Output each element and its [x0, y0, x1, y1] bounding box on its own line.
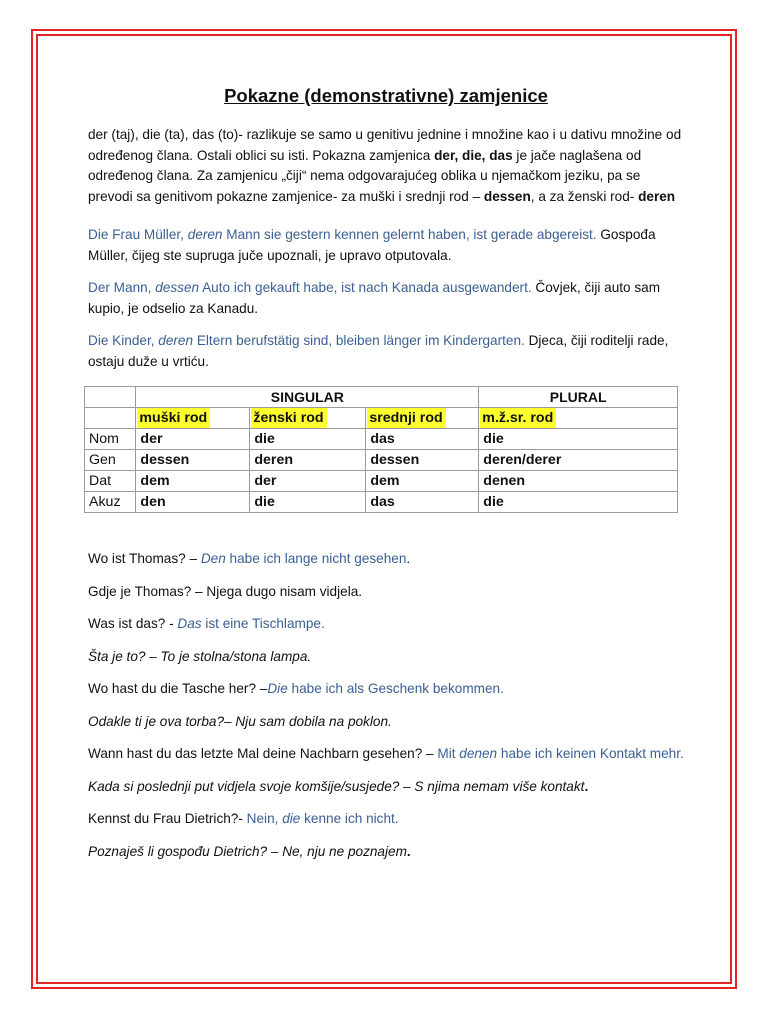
table-row — [85, 450, 678, 471]
intro-bold-1: der, die, das — [434, 147, 513, 163]
gender-header-cell — [479, 408, 678, 429]
table-cell: die — [479, 492, 678, 513]
table-row — [85, 492, 678, 513]
table-cell: die — [479, 429, 678, 450]
table-row — [85, 429, 678, 450]
dialog-line-german: Was ist das? - Das ist eine Tischlampe. — [88, 616, 325, 631]
example-pronoun: dessen — [155, 280, 200, 295]
case-label: Gen — [85, 450, 136, 471]
table-cell: dessen — [366, 450, 479, 471]
intro-bold-2: dessen — [483, 188, 531, 204]
example-translation: Čovjek, čiji auto sam kupio, je odselio za Kanadu. — [88, 280, 661, 316]
table-row — [85, 471, 678, 492]
table-cell: dessen — [136, 450, 250, 471]
example-german: Die Kinder, — [88, 333, 159, 348]
table-cell: denen — [479, 471, 678, 492]
table-corner-cell — [85, 387, 136, 408]
dialog-line-german: Kennst du Frau Dietrich?- Nein, die kenne ich nicht. — [88, 811, 399, 826]
example-german: Mann sie gestern kennen gelernt haben, ist gerade abgereist. — [222, 227, 597, 242]
example-sentence — [88, 225, 684, 266]
gender-plural: m.ž.sr. rod — [480, 408, 556, 428]
dialog-line-german: Wann hast du das letzte Mal deine Nachbarn gesehen? – Mit denen habe ich keinen Kontakt mehr. — [88, 746, 684, 761]
gender-masculine: muški rod — [137, 408, 210, 428]
table-header-row — [85, 387, 678, 408]
case-label: Nom — [85, 429, 136, 450]
case-label: Dat — [85, 471, 136, 492]
page-title: Pokazne (demonstrativne) zamjenice — [224, 85, 548, 106]
intro-text-3: , a za ženski rod- — [530, 188, 639, 204]
gender-header-cell — [250, 408, 366, 429]
table-cell: das — [366, 429, 479, 450]
table-cell: der — [136, 429, 250, 450]
intro-paragraph — [88, 125, 684, 207]
gender-header-cell — [366, 408, 479, 429]
case-label: Akuz — [85, 492, 136, 513]
table-cell: deren/derer — [479, 450, 678, 471]
gender-header-cell — [136, 408, 250, 429]
intro-text-1: der (taj), die (ta), das (to)- razlikuje se samo u genitivu jednine i množine kao i u dativu množine od određenog člana. Ostali oblici su isti. Pokazna zamjenica — [88, 127, 682, 163]
table-empty-cell — [85, 408, 136, 429]
document-body — [88, 84, 684, 874]
example-pronoun: deren — [158, 333, 194, 348]
example-german: Auto ich gekauft habe, ist nach Kanada ausgewandert. — [199, 280, 532, 295]
dialog-line-translation: Gdje je Thomas? – Njega dugo nisam vidjela. — [88, 583, 363, 599]
table-cell: dem — [366, 471, 479, 492]
dialog-line-translation: Poznaješ li gospođu Dietrich? – Ne, nju ne poznajem. — [88, 843, 411, 859]
plural-header: PLURAL — [479, 387, 678, 408]
example-german: Die Frau Müller, — [88, 227, 188, 242]
example-sentence — [88, 278, 684, 319]
example-pronoun: deren — [187, 227, 223, 242]
table-cell: die — [250, 429, 366, 450]
example-translation: Gospođa Müller, čijeg ste supruga juče upoznali, je upravo otputovala. — [88, 227, 656, 263]
dialog-line-german: Wo hast du die Tasche her? –Die habe ich als Geschenk bekommen. — [88, 681, 504, 696]
dialog-line-translation: Odakle ti je ova torba?– Nju sam dobila na poklon. — [88, 713, 392, 729]
table-cell: deren — [250, 450, 366, 471]
example-german: Eltern berufstätig sind, bleiben länger im Kindergarten. — [193, 333, 525, 348]
table-cell: das — [366, 492, 479, 513]
table-gender-row — [85, 408, 678, 429]
dialog-line-translation: Kada si poslednji put vidjela svoje komšije/susjede? – S njima nemam više kontakt. — [88, 778, 589, 794]
dialog-examples — [88, 549, 684, 862]
intro-bold-3: deren — [638, 188, 676, 204]
dialog-line-translation: Šta je to? – To je stolna/stona lampa. — [88, 648, 312, 664]
table-cell: die — [250, 492, 366, 513]
intro-text-2: je jače naglašena od određenog člana. Za zamjenicu „čiji“ nema odgovarajućeg oblika u njemačkom jeziku, pa se prevodi sa genitivom pokazne zamjenice- za muški i srednji rod – — [88, 147, 642, 204]
gender-feminine: ženski rod — [251, 408, 326, 428]
table-cell: den — [136, 492, 250, 513]
table-cell: der — [250, 471, 366, 492]
declension-table — [84, 386, 678, 513]
table-cell: dem — [136, 471, 250, 492]
dialog-line-german: Wo ist Thomas? – Den habe ich lange nicht gesehen. — [88, 551, 411, 566]
example-sentence — [88, 331, 684, 372]
gender-neuter: srednji rod — [367, 408, 445, 428]
example-german: Der Mann, — [88, 280, 156, 295]
singular-header: SINGULAR — [136, 387, 479, 408]
example-translation: Djeca, čiji roditelji rade, ostaju duže u vrtiću. — [88, 333, 669, 369]
